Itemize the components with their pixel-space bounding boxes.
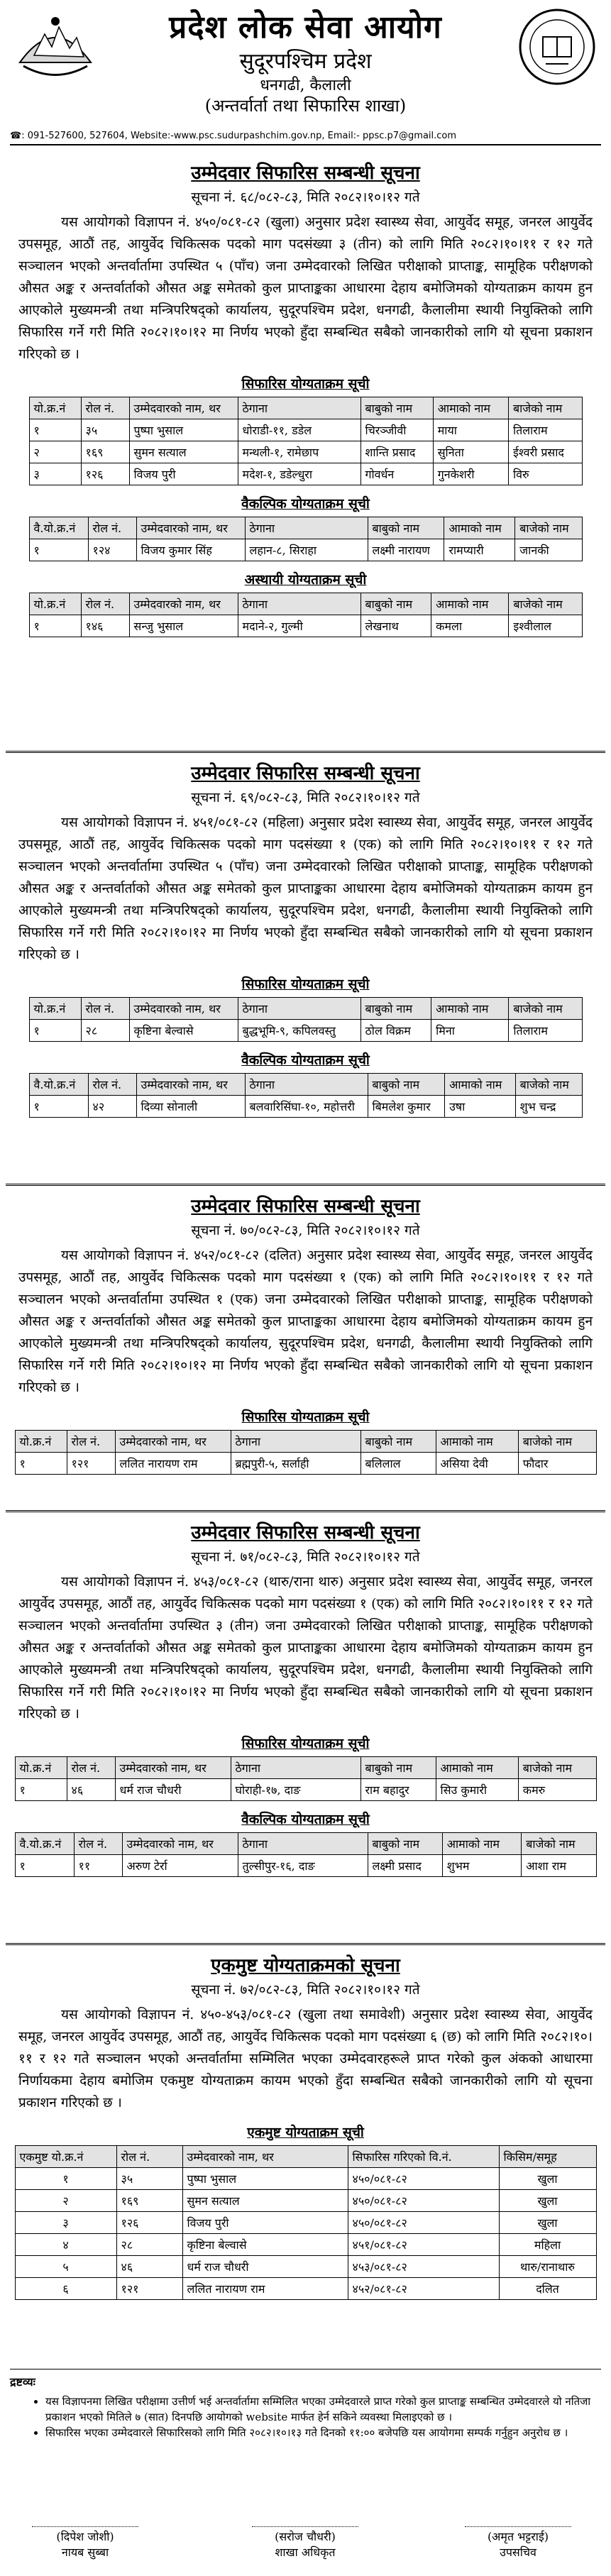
cell: बुद्धभूमि-९, कपिलवस्तु	[238, 1020, 360, 1042]
cell: कमला	[431, 615, 509, 637]
col-header: ठेगाना	[238, 397, 360, 419]
col-header: उम्मेदवारको नाम, थर	[136, 517, 245, 539]
col-header: रोल नं.	[88, 517, 136, 539]
commission-logo-icon	[517, 7, 597, 87]
cell: लक्ष्मी प्रसाद	[368, 1855, 442, 1877]
table-row	[15, 2234, 596, 2256]
cell: १२१	[116, 2278, 182, 2300]
cell: फौदार	[518, 1453, 596, 1475]
notice-number-date: सूचना नं. ६८/०८२-८३, मिति २०८२।१०।१२ गते	[191, 189, 420, 205]
cell: धर्म राज चौधरी	[115, 1779, 231, 1801]
col-header: बाजेको नाम	[518, 1431, 596, 1453]
col-header: उम्मेदवारको नाम, थर	[115, 1431, 231, 1453]
table-title: सिफारिस योग्यताक्रम सूची	[241, 376, 370, 392]
cell: ४५०/०८१-८२	[348, 2212, 499, 2234]
temporary-table	[29, 593, 583, 637]
cell: मदाने-२, गुल्मी	[238, 615, 360, 637]
note-item: • सिफारिस भएका उम्मेदवारले सिफारिसको लागि मिति २०८२।१०।१३ गते दिनको ११:०० बजेपछि यस आयोगमा सम्पर्क गर्नुहुन अनुरोध छ ।	[45, 2425, 601, 2440]
cell: इश्वीलाल	[509, 615, 582, 637]
col-header: बाबुको नाम	[368, 1074, 445, 1096]
cell: गुनकेशरी	[433, 463, 508, 485]
col-header: बाबुको नाम	[360, 593, 431, 615]
cell: खुला	[499, 2212, 596, 2234]
col-header: किसिम/समूह	[499, 2146, 596, 2168]
col-header: आमाको नाम	[442, 1833, 522, 1855]
col-header: आमाको नाम	[445, 1074, 515, 1096]
cell: १	[29, 1096, 88, 1118]
cell: विजय पुरी	[182, 2212, 348, 2234]
table-row	[15, 2256, 596, 2278]
notice-number-date: सूचना नं. ७२/०८२-८३, मिति २०८२।१०।१२ गते	[191, 1982, 420, 1998]
cell: सुमन सत्याल	[182, 2190, 348, 2212]
col-header: यो.क्र.नं	[29, 593, 81, 615]
col-header: बाजेको नाम	[515, 1074, 582, 1096]
cell: धर्म राज चौधरी	[182, 2256, 348, 2278]
signature-line	[252, 2526, 358, 2527]
cell: महिला	[499, 2234, 596, 2256]
cell: ईश्वरी प्रसाद	[509, 441, 583, 463]
col-header: बाजेको नाम	[509, 998, 582, 1020]
col-header: रोल नं.	[88, 1074, 136, 1096]
cell: ४२	[88, 1096, 136, 1118]
col-header: बाबुको नाम	[360, 998, 431, 1020]
table-title: अस्थायी योग्यताक्रम सूची	[244, 572, 367, 588]
col-header: बाबुको नाम	[360, 1431, 436, 1453]
table-header-row	[29, 998, 582, 1020]
cell: कृष्टिना बेल्वासे	[129, 1020, 238, 1042]
table-row	[29, 419, 582, 441]
col-header: उम्मेदवारको नाम, थर	[129, 593, 238, 615]
col-header: बाजेको नाम	[515, 517, 582, 539]
contact-line: ☎: 091-527600, 527604, Website:-www.psc.sudurpashchim.gov.np, Email:- ppsc.p7@gmail.com	[10, 131, 601, 145]
notice-body: यस आयोगको विज्ञापन नं. ४५०/०८१-८२ (खुला) अनुसार प्रदेश स्वास्थ्य सेवा, आयुर्वेद समूह, जनरल आयुर्वेद उपसमूह, आठौं तह, आयुर्वेद चिकित्सक पदको माग पदसंख्या ३ (तीन) को लागि मिति २०८२।१०।११ र १२ गते सञ्चालन भएको अन्तर्वार्तामा उपस्थित ५ (पाँच) जना उम्मेदवारको लिखित परीक्षाको प्राप्ताङ्क, सामूहिक परीक्षणको औसत अङ्क र अन्तर्वार्ताको औसत अङ्क समेतको कुल प्राप्ताङ्कका आधारमा देहाय बमोजिमको योग्यताक्रम कायम हुन आएकोले मुख्यमन्त्री तथा मन्त्रिपरिषद्को कार्यालय, सुदूरपश्चिम प्रदेश, धनगढी, कैलालीमा स्थायी नियुक्तिको लागि सिफारिस गर्ने गरी मिति २०८२।१०।१२ मा निर्णय भएको हुँदा सम्बन्धित सबैको जानकारीको लागि यो सूचना प्रकाशन गरिएको छ ।	[18, 214, 593, 362]
notes-heading: द्रष्टव्यः	[10, 2375, 35, 2389]
cell: सन्जु भुसाल	[129, 615, 238, 637]
table-header-row	[29, 517, 582, 539]
col-header: यो.क्र.नं	[15, 1431, 67, 1453]
cell: ३	[15, 2212, 116, 2234]
col-header: रोल नं.	[67, 1757, 115, 1779]
cell: दलित	[499, 2278, 596, 2300]
col-header: ठेगाना	[231, 1431, 360, 1453]
alternate-table	[15, 1832, 597, 1877]
cell: बलवारिसिंघा-१०, महोत्तरी	[245, 1096, 368, 1118]
cell: शुभम	[442, 1855, 522, 1877]
cell: विरु	[509, 463, 583, 485]
cell: जानकी	[515, 539, 582, 561]
cell: ३	[29, 463, 81, 485]
cell: १	[29, 615, 81, 637]
col-header: आमाको नाम	[431, 998, 509, 1020]
cell: ठोल विक्रम	[360, 1020, 431, 1042]
cell: धोराडी-११, डडेल	[238, 419, 360, 441]
cell: चिरञ्जीवी	[360, 419, 433, 441]
col-header: रोल नं.	[74, 1833, 122, 1855]
signatory-name: (अमृत भट्टराई)	[487, 2530, 549, 2543]
cell: ४	[15, 2234, 116, 2256]
section-divider	[6, 751, 605, 753]
cell: २	[29, 441, 81, 463]
recommendation-table	[15, 1756, 597, 1801]
letterhead	[0, 0, 611, 153]
note-item: • यस विज्ञापनमा लिखित परीक्षामा उत्तीर्ण भई अन्तर्वार्तामा सम्मिलित भएका उम्मेदवारले प्राप्त गरेको कुल प्राप्ताङ्क सम्बन्धित उम्मेदवारले यो नतिजा प्रकाशन भएको मितिले ७ (सात) दिनपछि आयोगको website मार्फत हेर्न सकिने व्यवस्था मिलाइएको छ ।	[45, 2394, 601, 2425]
alternate-table	[29, 517, 583, 561]
col-header: बाजेको नाम	[518, 1757, 596, 1779]
cell: राम बहादुर	[360, 1779, 436, 1801]
signatory-title: उपसचिव	[500, 2545, 536, 2559]
table-row	[15, 2278, 596, 2300]
cell: लहान-८, सिराहा	[245, 539, 368, 561]
notice-title: उम्मेदवार सिफारिस सम्बन्धी सूचना	[191, 1522, 420, 1543]
section-divider	[6, 1184, 605, 1186]
cell: घोराही-१७, दाङ	[231, 1779, 360, 1801]
notice-71	[0, 1514, 611, 1877]
table-row	[15, 1855, 596, 1877]
table-header-row	[29, 397, 582, 419]
cell: लक्ष्मी नारायण	[368, 539, 444, 561]
cell: ४५३/०८१-८२	[348, 2256, 499, 2278]
cell: सुमन सत्याल	[129, 441, 238, 463]
col-header: सिफारिस गरिएको वि.नं.	[348, 2146, 499, 2168]
cell: ४६	[67, 1779, 115, 1801]
col-header: बाजेको नाम	[509, 593, 582, 615]
cell: १२६	[116, 2212, 182, 2234]
cell: ब्रह्मपुरी-५, सर्लाही	[231, 1453, 360, 1475]
table-row	[15, 1453, 596, 1475]
table-title: वैकल्पिक योग्यताक्रम सूची	[241, 496, 370, 512]
cell: २८	[116, 2234, 182, 2256]
cell: ललित नारायण राम	[115, 1453, 231, 1475]
cell: तुल्सीपुर-१६, दाङ	[238, 1855, 368, 1877]
alternate-table	[29, 1073, 583, 1118]
table-row	[15, 2212, 596, 2234]
col-header: बाबुको नाम	[368, 1833, 442, 1855]
col-header: आमाको नाम	[431, 593, 509, 615]
cell: १६९	[116, 2190, 182, 2212]
signatory-title: शाखा अधिकृत	[275, 2545, 336, 2559]
table-row	[15, 2168, 596, 2190]
col-header: उम्मेदवारको नाम, थर	[136, 1074, 245, 1096]
table-row	[29, 539, 582, 561]
table-header-row	[15, 1757, 596, 1779]
cell: ११	[74, 1855, 122, 1877]
cell: २८	[81, 1020, 129, 1042]
col-header: रोल नं.	[81, 593, 129, 615]
signature-line	[32, 2526, 138, 2527]
col-header: ठेगाना	[245, 1074, 368, 1096]
table-title: एकमुष्ट योग्यताक्रम सूची	[247, 2125, 364, 2140]
col-header: आमाको नाम	[433, 397, 508, 419]
cell: पुष्पा भुसाल	[129, 419, 238, 441]
cell: विजय पुरी	[129, 463, 238, 485]
notice-title: उम्मेदवार सिफारिस सम्बन्धी सूचना	[191, 163, 420, 184]
cell: खुला	[499, 2168, 596, 2190]
cell: ६	[15, 2278, 116, 2300]
notice-72	[0, 1947, 611, 2300]
table-row	[29, 615, 582, 637]
cell: १२४	[88, 539, 136, 561]
cell: १	[15, 1453, 67, 1475]
cell: तिलाराम	[509, 419, 583, 441]
cell: कमरु	[518, 1779, 596, 1801]
table-row	[29, 1020, 582, 1042]
table-row	[15, 1779, 596, 1801]
col-header: वै.यो.क्र.नं	[29, 1074, 88, 1096]
notice-body: यस आयोगको विज्ञापन नं. ४५३/०८१-८२ (थारु/राना थारु) अनुसार प्रदेश स्वास्थ्य सेवा, आयुर्वेद समूह, जनरल आयुर्वेद उपसमूह, आठौं तह, आयुर्वेद चिकित्सक पदको माग पदसंख्या १ (एक) को लागि मिति २०८२।१०।११ र १२ गते सञ्चालन भएको अन्तर्वार्तामा उपस्थित ३ (तीन) जना उम्मेदवारको लिखित परीक्षाको प्राप्ताङ्क, सामूहिक परीक्षणको औसत अङ्क र अन्तर्वार्ताको औसत अङ्क समेतको कुल प्राप्ताङ्कका आधारमा देहाय बमोजिमको योग्यताक्रम कायम हुन आएकोले मुख्यमन्त्री तथा मन्त्रिपरिषद्को कार्यालय, सुदूरपश्चिम प्रदेश, धनगढी, कैलालीमा स्थायी नियुक्तिको लागि सिफारिस गर्ने गरी मिति २०८२।१०।१२ मा निर्णय भएको हुँदा सम्बन्धित सबैको जानकारीको लागि यो सूचना प्रकाशन गरिएको छ ।	[18, 1574, 593, 1722]
notice-69	[0, 755, 611, 1118]
cell: शुभ चन्द्र	[515, 1096, 582, 1118]
notice-title: उम्मेदवार सिफारिस सम्बन्धी सूचना	[191, 1196, 420, 1217]
city-name: धनगढी, कैलाली	[260, 77, 351, 94]
province-name: सुदूरपश्चिम प्रदेश	[239, 49, 372, 74]
recommendation-table	[15, 1430, 597, 1475]
table-title: सिफारिस योग्यताक्रम सूची	[241, 1409, 370, 1425]
col-header: ठेगाना	[231, 1757, 360, 1779]
notes-section	[0, 2369, 611, 2440]
cell: १	[29, 419, 81, 441]
col-header: एकमुष्ट यो.क्र.नं	[15, 2146, 116, 2168]
cell: मिना	[431, 1020, 509, 1042]
cell: विजय कुमार सिंह	[136, 539, 245, 561]
notice-title: उम्मेदवार सिफारिस सम्बन्धी सूचना	[191, 763, 420, 784]
col-header: रोल नं.	[116, 2146, 182, 2168]
table-title: सिफारिस योग्यताक्रम सूची	[241, 976, 370, 992]
notice-number-date: सूचना नं. ७०/०८२-८३, मिति २०८२।१०।१२ गते	[191, 1223, 420, 1238]
signatory-name: (दिपेश जोशी)	[56, 2530, 114, 2543]
table-header-row	[15, 2146, 596, 2168]
col-header: ठेगाना	[238, 998, 360, 1020]
section-divider	[6, 1510, 605, 1512]
notice-body: यस आयोगको विज्ञापन नं. ४५२/०८१-८२ (दलित) अनुसार प्रदेश स्वास्थ्य सेवा, आयुर्वेद समूह, जनरल आयुर्वेद उपसमूह, आठौं तह, आयुर्वेद चिकित्सक पदको माग पदसंख्या १ (एक) को लागि मिति २०८२।१०।११ र १२ गते सञ्चालन भएको अन्तर्वार्तामा उपस्थित १ (एक) जना उम्मेदवारको लिखित परीक्षाको प्राप्ताङ्क, सामूहिक परीक्षणको औसत अङ्क र अन्तर्वार्ताको औसत अङ्क समेतको कुल प्राप्ताङ्कका आधारमा देहाय बमोजिमको योग्यताक्रम कायम हुन आएकोले मुख्यमन्त्री तथा मन्त्रिपरिषद्को कार्यालय, सुदूरपश्चिम प्रदेश, धनगढी, कैलालीमा स्थायी नियुक्तिको लागि सिफारिस गर्ने गरी मिति २०८२।१०।१२ मा निर्णय भएको हुँदा सम्बन्धित सबैको जानकारीको लागि यो सूचना प्रकाशन गरिएको छ ।	[18, 1248, 593, 1395]
cell: गोवर्धन	[360, 463, 433, 485]
cell: बलिलाल	[360, 1453, 436, 1475]
cell: मदेश-१, डडेल्धुरा	[238, 463, 360, 485]
table-title: वैकल्पिक योग्यताक्रम सूची	[241, 1052, 370, 1068]
col-header: उम्मेदवारको नाम, थर	[129, 998, 238, 1020]
col-header: यो.क्र.नं	[29, 397, 81, 419]
col-header: रोल नं.	[81, 397, 129, 419]
cell: १	[15, 1779, 67, 1801]
col-header: ठेगाना	[238, 1833, 368, 1855]
col-header: बाबुको नाम	[360, 397, 433, 419]
cell: १	[15, 1855, 74, 1877]
cell: १२६	[81, 463, 129, 485]
branch-name: (अन्तर्वार्ता तथा सिफारिस शाखा)	[204, 96, 407, 116]
cell: ४५१/०८१-८२	[348, 2234, 499, 2256]
cell: २	[15, 2190, 116, 2212]
cell: थारु/रानाथारु	[499, 2256, 596, 2278]
cell: १६९	[81, 441, 129, 463]
organization-name: प्रदेश लोक सेवा आयोग	[169, 9, 442, 45]
signature-line	[465, 2526, 571, 2527]
col-header: रोल नं.	[81, 998, 129, 1020]
notice-title: एकमुष्ट योग्यताक्रमको सूचना	[211, 1955, 400, 1976]
table-title: वैकल्पिक योग्यताक्रम सूची	[241, 1812, 370, 1827]
cell: आशा राम	[522, 1855, 596, 1877]
col-header: उम्मेदवारको नाम, थर	[115, 1757, 231, 1779]
table-title: सिफारिस योग्यताक्रम सूची	[241, 1736, 370, 1751]
col-header: बाजेको नाम	[522, 1833, 596, 1855]
col-header: आमाको नाम	[444, 517, 515, 539]
cell: ३५	[81, 419, 129, 441]
cell: तिलाराम	[509, 1020, 582, 1042]
cell: उषा	[445, 1096, 515, 1118]
cell: शान्ति प्रसाद	[360, 441, 433, 463]
col-header: यो.क्र.नं	[15, 1757, 67, 1779]
cell: खुला	[499, 2190, 596, 2212]
notice-70	[0, 1188, 611, 1475]
notice-number-date: सूचना नं. ६९/०८२-८३, मिति २०८२।१०।१२ गते	[191, 790, 420, 805]
cell: सुनिता	[433, 441, 508, 463]
signatory-title: नायब सुब्बा	[61, 2545, 109, 2559]
recommendation-table	[29, 997, 583, 1042]
cell: बिमलेश कुमार	[368, 1096, 445, 1118]
notice-number-date: सूचना नं. ७१/०८२-८३, मिति २०८२।१०।१२ गते	[191, 1549, 420, 1565]
notice-body: यस आयोगको विज्ञापन नं. ४५०-४५३/०८१-८२ (खुला तथा समावेशी) अनुसार प्रदेश स्वास्थ्य सेवा, आयुर्वेद समूह, जनरल आयुर्वेद उपसमूह, आठौं तह, आयुर्वेद चिकित्सक पदको माग पदसंख्या ६ (छ) को लागि मिति २०८२।१०।११ र १२ गते सञ्चालन भएको अन्तर्वार्तामा सम्मिलित भएका उम्मेदवारहरूले प्राप्त गरेको कुल अंकको आधारमा निर्णायकमा देहाय बमोजिम एकमुष्ट योग्यताक्रम कायम भएको हुँदा सम्बन्धित सबैको जानकारीको लागि यो सूचना प्रकाशन गरिएको छ ।	[18, 2007, 593, 2110]
cell: लेखनाथ	[360, 615, 431, 637]
cell: ३५	[116, 2168, 182, 2190]
col-header: ठेगाना	[238, 593, 360, 615]
table-row	[29, 441, 582, 463]
table-row	[29, 463, 582, 485]
cell: मन्थली-१, रामेछाप	[238, 441, 360, 463]
col-header: आमाको नाम	[436, 1431, 518, 1453]
col-header: आमाको नाम	[436, 1757, 518, 1779]
cell: अरुण टेर्रा	[122, 1855, 238, 1877]
col-header: बाबुको नाम	[368, 517, 444, 539]
table-header-row	[29, 1074, 582, 1096]
cell: १	[15, 2168, 116, 2190]
table-header-row	[15, 1833, 596, 1855]
cell: सिउ कुमारी	[436, 1779, 518, 1801]
cell: पुष्पा भुसाल	[182, 2168, 348, 2190]
signature-block	[447, 2526, 589, 2560]
col-header: यो.क्र.नं	[29, 998, 81, 1020]
table-row	[15, 2190, 596, 2212]
table-header-row	[29, 593, 582, 615]
recommendation-table	[29, 397, 583, 485]
col-header: उम्मेदवारको नाम, थर	[122, 1833, 238, 1855]
section-divider	[6, 1943, 605, 1945]
col-header: रोल नं.	[67, 1431, 115, 1453]
signature-block	[234, 2526, 376, 2560]
cell: ५	[15, 2256, 116, 2278]
col-header: उम्मेदवारको नाम, थर	[129, 397, 238, 419]
cell: ४५२/०८१-८२	[348, 2278, 499, 2300]
signature-block	[14, 2526, 156, 2560]
notice-body: यस आयोगको विज्ञापन नं. ४५१/०८१-८२ (महिला) अनुसार प्रदेश स्वास्थ्य सेवा, आयुर्वेद समूह, जनरल आयुर्वेद उपसमूह, आठौं तह, आयुर्वेद चिकित्सक पदको माग पदसंख्या १ (एक) को लागि मिति २०८२।१०।११ र १२ गते सञ्चालन भएको अन्तर्वार्तामा उपस्थित ५ (पाँच) जना उम्मेदवारको लिखित परीक्षाको प्राप्ताङ्क, सामूहिक परीक्षणको औसत अङ्क र अन्तर्वार्ताको औसत अङ्क समेतको कुल प्राप्ताङ्कका आधारमा देहाय बमोजिमको योग्यताक्रम कायम हुन आएकोले मुख्यमन्त्री तथा मन्त्रिपरिषद्को कार्यालय, सुदूरपश्चिम प्रदेश, धनगढी, कैलालीमा स्थायी नियुक्तिको लागि सिफारिस गर्ने गरी मिति २०८२।१०।१२ मा निर्णय भएको हुँदा सम्बन्धित सबैको जानकारीको लागि यो सूचना प्रकाशन गरिएको छ ।	[18, 815, 593, 962]
cell: ललित नारायण राम	[182, 2278, 348, 2300]
cell: ४५०/०८१-८२	[348, 2168, 499, 2190]
col-header: बाजेको नाम	[509, 397, 583, 419]
col-header: बाबुको नाम	[360, 1757, 436, 1779]
cell: असिया देवी	[436, 1453, 518, 1475]
cell: १	[29, 1020, 81, 1042]
col-header: वै.यो.क्र.नं	[29, 517, 88, 539]
notice-68	[0, 155, 611, 637]
col-header: ठेगाना	[245, 517, 368, 539]
combined-merit-table	[15, 2145, 597, 2300]
table-header-row	[15, 1431, 596, 1453]
cell: रामप्यारी	[444, 539, 515, 561]
cell: दिव्या सोनाली	[136, 1096, 245, 1118]
signatory-name: (सरोज चौधरी)	[275, 2530, 336, 2543]
col-header: उम्मेदवारको नाम, थर	[182, 2146, 348, 2168]
cell: माया	[433, 419, 508, 441]
cell: १	[29, 539, 88, 561]
table-row	[29, 1096, 582, 1118]
cell: १२१	[67, 1453, 115, 1475]
cell: कृष्टिना बेल्वासे	[182, 2234, 348, 2256]
cell: १४६	[81, 615, 129, 637]
col-header: वै.यो.क्र.नं	[15, 1833, 74, 1855]
cell: ४५०/०८१-८२	[348, 2190, 499, 2212]
cell: ४६	[116, 2256, 182, 2278]
